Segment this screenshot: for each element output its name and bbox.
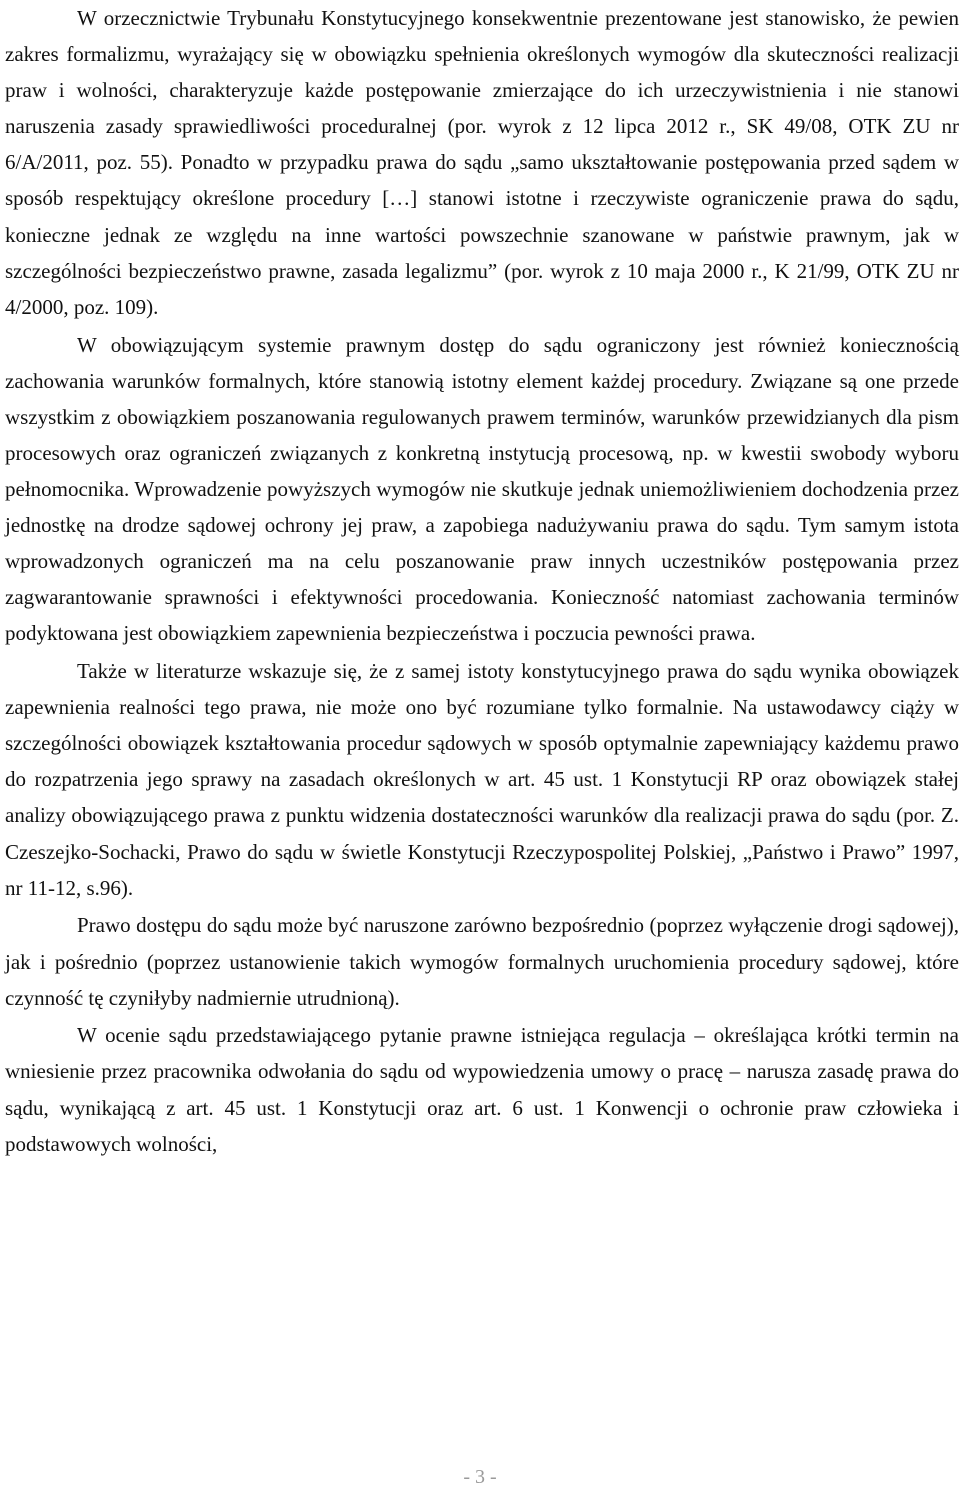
page-number: - 3 -	[463, 1466, 497, 1488]
paragraph-tk-formalism: W orzecznictwie Trybunału Konstytucyjnego konsekwentnie prezentowane jest stanowisko, że pewien zakres formalizmu, wyrażający się w obowiązku spełnienia określonych wymogów dla skuteczności realizacji praw i wolności, charakteryzuje każde postępowanie zmierzające do ich urzeczywistnienia i nie stanowi naruszenia zasady sprawiedliwości proceduralnej (por. wyrok z 12 lipca 2012 r., SK 49/08, OTK ZU nr 6/A/2011, poz. 55). Ponadto w przypadku prawa do sądu „samo ukształtowanie postępowania przed sądem w sposób respektujący określone procedury […] stanowi istotne i rzeczywiste ograniczenie prawa do sądu, konieczne jednak ze względu na inne wartości powszechnie szanowane w państwie prawnym, jak w szczególności bezpieczeństwo prawne, zasada legalizmu” (por. wyrok z 10 maja 2000 r., K 21/99, OTK ZU nr 4/2000, poz. 109).	[5, 6, 959, 319]
paragraph-access-violation: Prawo dostępu do sądu może być naruszone zarówno bezpośrednio (poprzez wyłączenie drogi sądowej), jak i pośrednio (poprzez ustanowienie takich wymogów formalnych uruchomienia procedury sądowej, które czynność tę czyniłyby nadmiernie utrudnioną).	[5, 913, 959, 1010]
paragraph-court-assessment: W ocenie sądu przedstawiającego pytanie prawne istniejąca regulacja – określająca krótki termin na wniesienie przez pracownika odwołania do sądu od wypowiedzenia umowy o pracę – narusza zasadę prawa do sądu, wynikającą z art. 45 ust. 1 Konstytucji oraz art. 6 ust. 1 Konwencji o ochronie praw człowieka i podstawowych wolności,	[5, 1023, 959, 1156]
document-body	[5, 0, 959, 1162]
paragraph-literature: Także w literaturze wskazuje się, że z samej istoty konstytucyjnego prawa do sądu wynika obowiązek zapewnienia realności tego prawa, nie może ono być rozumiane tylko formalnie. Na ustawodawcy ciąży w szczególności obowiązek kształtowania procedur sądowych w sposób optymalnie zapewniający każdemu prawo do rozpatrzenia jego sprawy na zasadach określonych w art. 45 ust. 1 Konstytucji RP oraz obowiązek stałej analizy obowiązującego prawa z punktu widzenia dostateczności warunków dla realizacji prawa do sądu (por. Z. Czeszejko-Sochacki, Prawo do sądu w świetle Konstytucji Rzeczypospolitej Polskiej, „Państwo i Prawo” 1997, nr 11-12, s.96).	[5, 659, 959, 900]
paragraph-formal-conditions: W obowiązującym systemie prawnym dostęp do sądu ograniczony jest również koniecznością zachowania warunków formalnych, które stanowią istotny element każdej procedury. Związane są one przede wszystkim z obowiązkiem poszanowania regulowanych prawem terminów, warunków przewidzianych dla pism procesowych oraz ograniczeń związanych z konkretną instytucją procesową, np. w kwestii swobody wyboru pełnomocnika. Wprowadzenie powyższych wymogów nie skutkuje jednak uniemożliwieniem dochodzenia przez jednostkę na drodze sądowej ochrony jej praw, a zapobiega nadużywaniu prawa do sądu. Tym samym istota wprowadzonych ograniczeń ma na celu poszanowanie praw innych uczestników postępowania przez zagwarantowanie sprawności i efektywności procedowania. Konieczność natomiast zachowania terminów podyktowana jest obowiązkiem zapewnienia bezpieczeństwa i poczucia pewności prawa.	[5, 332, 959, 646]
